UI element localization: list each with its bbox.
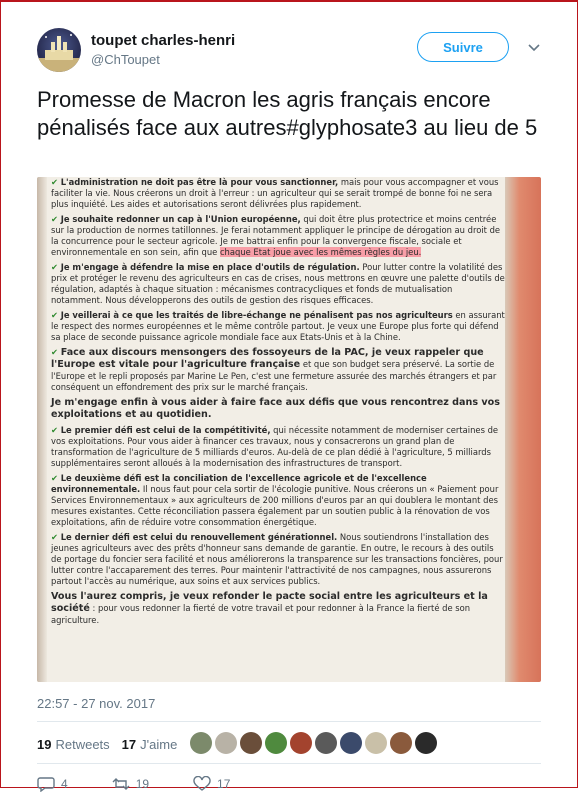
tweet-photo[interactable]	[37, 177, 541, 682]
likes-stat[interactable]: 17 J'aime	[121, 736, 178, 752]
divider	[37, 721, 541, 722]
user-name[interactable]: toupet charles-henri	[91, 32, 236, 49]
photo-shadow	[37, 177, 47, 682]
liker-avatar[interactable]	[265, 732, 287, 754]
tweet-timestamp[interactable]: 22:57 - 27 nov. 2017	[37, 696, 156, 711]
liker-avatar[interactable]	[215, 732, 237, 754]
tweet-text: Promesse de Macron les agris français encore pénalisés face aux autres#glyphosate3 au lieu de 5	[37, 87, 538, 140]
divider	[37, 763, 541, 764]
liker-avatar[interactable]	[315, 732, 337, 754]
retweets-stat[interactable]: 19 Retweets	[37, 736, 110, 752]
liker-avatars	[190, 732, 440, 754]
liker-avatar[interactable]	[390, 732, 412, 754]
reply-button[interactable]: 4	[37, 776, 68, 792]
reply-icon	[37, 776, 55, 792]
user-handle[interactable]: @ChToupet	[91, 52, 160, 67]
liker-avatar[interactable]	[415, 732, 437, 754]
photo-red-edge	[505, 177, 541, 682]
tweet-header	[37, 28, 557, 76]
avatar[interactable]	[37, 28, 81, 72]
tweet-stats	[37, 733, 189, 755]
retweet-button[interactable]: 19	[112, 776, 149, 792]
follow-button[interactable]: Suivre	[417, 32, 509, 62]
heart-icon	[193, 776, 211, 792]
tweet-actions	[37, 776, 274, 792]
liker-avatar[interactable]	[240, 732, 262, 754]
retweet-icon	[112, 776, 130, 792]
liker-avatar[interactable]	[365, 732, 387, 754]
photo-document-text: ✔ L'administration ne doit pas être là pour vous sanctionner, mais pour vous accompagner et vous faciliter la vie. Nous créerons un droit à l'erreur : un agriculteur qui se serait trompé de bonne foi ne sera plus inquiété. Les aides et autorisations seront délivrées plus rapidement. ✔ Je souhaite redonner un cap à l'Union européenne, qui doit être plus protectrice et moins centrée sur la production de normes tatillonnes. Je ferai notamment appliquer le principe de dérogation au droit de la concurrence pour le secteur agricole. Je me battrai enfin pour la convergence fiscale, sociale et environnementale en son sein, afin que chaque Etat joue avec les mêmes règles du jeu. ✔ Je m'engage à défendre la mise en place d'outils de régulation. Pour lutter contre la volatilité des prix et protéger le revenu des agriculteurs en cas de crises, nous mettrons en œuvre une palette d'outils de régulation, adaptés à chaque situation : mécanismes contracycliques et fonds de mutualisation notamment. Nous développerons des outils de gestion des risques efficaces. ✔ Je veillerai à ce que les traités de libre-échange ne pénalisent pas nos agriculteurs en assurant le respect des normes européennes et le même contrôle partout. Je veux une Europe plus forte qui défend sa place de seconde puissance agricole mondiale face aux Etats-Unis et à la Chine. ✔ Face aux discours mensongers des fossoyeurs de la PAC, je veux rappeler que l'Europe est vitale pour l'agriculture française et que son budget sera préservé. La sortie de l'Europe et le repli proposés par Marine Le Pen, c'est une fermeture assurée des marchés étrangers et par conséquent un effondrement des prix sur le marché français. Je m'engage enfin à vous aider à faire face aux défis que vous rencontrez dans vos exploitations et au quotidien. ✔ Le premier défi est celui de la compétitivité, qui nécessite notamment de moderniser certaines de vos exploitations. Pour vous aider à financer ces travaux, nous y consacrerons un grand plan de transformation de l'agriculture de 5 milliards d'euros. Au-delà de ce plan dédié à l'agriculture, 5 milliards supplémentaires seront alloués à la modernisation des infrastructures de transport. ✔ Le deuxième défi est la conciliation de l'excellence agricole et de l'excellence environnementale. Il nous faut pour cela sortir de l'écologie punitive. Nous créerons un « Paiement pour Services Environnementaux » aux agriculteurs de 200 millions d'euros par an qui doublera le montant des mesures existantes. Cette réconciliation passera également par un soutien public à la rénovation de vos exploitations, afin de réduire votre consommation énergétique. ✔ Le dernier défi est celui du renouvellement générationnel. Nous soutiendrons l'installation des jeunes agriculteurs avec des prêts d'honneur sans demande de garantie. En outre, le recours à des outils de portage du foncier sera facilité et nous améliorerons la transparence sur les transactions foncières, pour lutter contre l'accaparement des terres. Pour maintenir l'attractivité de nos campagnes, nous assurerons partout l'accès au numérique, aux soins et aux services publics. Vous l'aurez compris, je veux refonder le pacte social entre les agriculteurs et la société : pour vous redonner la fierté de votre travail et pour redonner à la France la fierté de son agriculture.	[51, 177, 505, 625]
liker-avatar[interactable]	[340, 732, 362, 754]
liker-avatar[interactable]	[190, 732, 212, 754]
highlighted-phrase: chaque Etat joue avec les mêmes règles du jeu.	[219, 247, 422, 257]
like-button[interactable]: 17	[193, 776, 230, 792]
chevron-down-icon[interactable]	[527, 40, 541, 54]
liker-avatar[interactable]	[290, 732, 312, 754]
